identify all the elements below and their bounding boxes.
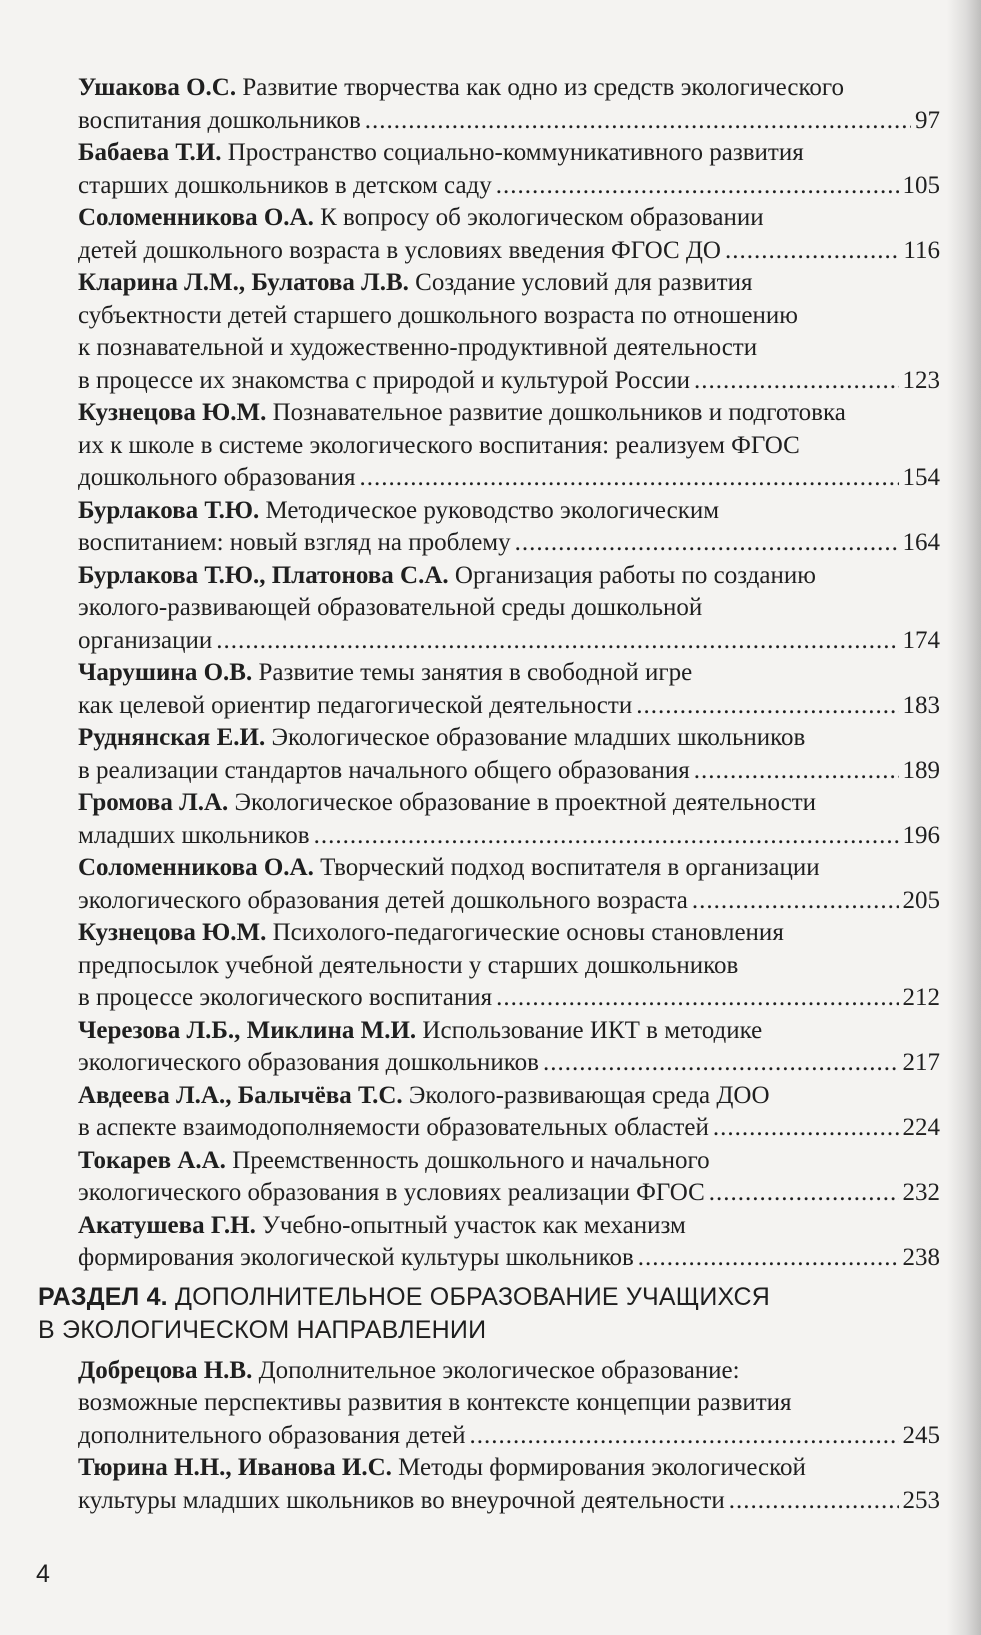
toc-entry-title: воспитанием: новый взгляд на проблему [78, 529, 511, 556]
toc-entry-title: Творческий подход воспитателя в организации [320, 854, 820, 881]
toc-entry-text [78, 1242, 634, 1275]
toc-entry-title: Развитие темы занятия в свободной игре [258, 659, 693, 686]
toc-entry-line [78, 1355, 940, 1388]
toc-entry-page: 189 [902, 756, 940, 784]
toc-entry-text [78, 462, 356, 495]
toc-entry-title: Эколого-развивающая среда ДОО [408, 1081, 770, 1109]
toc-entry-text [78, 1047, 539, 1080]
toc-entry-line [78, 787, 940, 820]
toc-entry-title: Методы формирования экологической [398, 1454, 806, 1481]
toc-entry-page: 205 [902, 886, 940, 914]
toc-entry-title: в аспекте взаимодополняемости образовательных областей [78, 1114, 709, 1141]
toc-entry-line [78, 235, 940, 268]
toc-entry-author: Черезова Л.Б., Миклина М.И. [78, 1016, 417, 1044]
toc-entry-title: в реализации стандартов начального общего образования [78, 756, 690, 784]
toc-entry-text [78, 625, 212, 658]
section-heading-line1 [38, 1281, 938, 1314]
toc-entry-line [78, 1420, 940, 1453]
toc-entry-author: Чарушина О.В. [78, 659, 253, 686]
toc-entry-line [78, 1387, 940, 1420]
table-of-contents [0, 72, 981, 1517]
toc-entry-title: Психолого-педагогические основы становления [272, 919, 784, 946]
toc-entry-page: 174 [902, 626, 940, 654]
toc-entry-title: организации [78, 626, 213, 654]
toc-entry-page: 183 [902, 691, 940, 719]
toc-entry-author: Акатушева Г.Н. [78, 1211, 256, 1239]
toc-entries-part1 [0, 72, 981, 1275]
toc-entry-title: в процессе экологического воспитания [78, 984, 493, 1011]
toc-entry-line [78, 527, 940, 560]
dot-leader [694, 365, 899, 398]
toc-entry-line [78, 852, 940, 885]
toc-entry-author: Бурлакова Т.Ю. [78, 496, 260, 524]
toc-entry-line [78, 462, 940, 495]
dot-leader [515, 527, 899, 560]
toc-entry-title: как целевой ориентир педагогической деятельности [78, 691, 633, 719]
toc-entry-line [78, 170, 940, 203]
toc-entry-title: в процессе их знакомства с природой и культурой России [78, 366, 690, 394]
toc-entry-author: Кузнецова Ю.М. [78, 919, 267, 946]
toc-entry-title: детей дошкольного возраста в условиях введения ФГОС ДО [78, 236, 721, 264]
toc-entry-page: 212 [902, 984, 940, 1011]
toc-entry [78, 397, 940, 495]
toc-entry-title: экологического образования дошкольников [78, 1049, 539, 1076]
toc-entry-line [78, 1485, 940, 1518]
toc-entry-line [78, 397, 940, 430]
dot-leader [543, 1047, 899, 1080]
toc-entry-line [78, 982, 940, 1015]
toc-entry-title: возможные перспективы развития в контексте концепции развития [78, 1389, 792, 1416]
toc-entry-line [78, 560, 940, 593]
toc-entry-title: предпосылок учебной деятельности у старших дошкольников [78, 951, 739, 979]
toc-entry [78, 917, 940, 1015]
dot-leader [496, 170, 899, 203]
toc-entry [78, 560, 940, 658]
section-title-line1: ДОПОЛНИТЕЛЬНОЕ ОБРАЗОВАНИЕ УЧАЩИХСЯ [174, 1282, 771, 1311]
toc-entry-text [78, 527, 511, 560]
toc-entry-page: 116 [903, 236, 940, 264]
toc-entry-line [78, 885, 940, 918]
toc-entry-text [78, 690, 632, 723]
toc-entry-author: Тюрина Н.Н., Иванова И.С. [78, 1454, 392, 1481]
toc-entry-title: Экологическое образование младших школьников [271, 724, 806, 751]
toc-entry-page: 238 [902, 1244, 940, 1271]
toc-entry-author: Ушакова О.С. [78, 74, 237, 101]
toc-entry [78, 722, 940, 787]
toc-entry-line [78, 1047, 940, 1080]
dot-leader [713, 1112, 899, 1145]
toc-entry-page: 164 [902, 529, 940, 556]
toc-entry-line [78, 625, 940, 658]
toc-entry-title: Организация работы по созданию [454, 561, 816, 589]
toc-entry-line [78, 1452, 940, 1485]
toc-entry-title: культуры младших школьников во внеурочной деятельности [78, 1486, 725, 1514]
toc-entry [78, 202, 940, 267]
toc-entry-title: экологического образования детей дошкольного возраста [78, 886, 688, 914]
toc-entries-part2 [0, 1355, 981, 1518]
toc-entry-line [78, 1015, 940, 1048]
toc-entry-title: эколого-развивающей образовательной среды дошкольной [78, 594, 703, 621]
toc-entry-line [78, 917, 940, 950]
dot-leader [314, 820, 899, 853]
dot-leader [694, 755, 899, 788]
dot-leader [360, 462, 899, 495]
toc-entry-page: 217 [902, 1049, 940, 1076]
toc-entry-line [78, 820, 940, 853]
section-label: РАЗДЕЛ 4. [38, 1282, 168, 1311]
toc-entry-author: Кларина Л.М., Булатова Л.В. [78, 269, 409, 296]
toc-entry-text [78, 365, 690, 398]
toc-entry-line [78, 950, 940, 983]
dot-leader [365, 105, 911, 138]
toc-entry [78, 137, 940, 202]
toc-entry-line [78, 755, 940, 788]
toc-entry-title: Создание условий для развития [415, 269, 753, 296]
toc-entry [78, 1355, 940, 1453]
toc-entry-title: К вопросу об экологическом образовании [320, 204, 764, 231]
toc-entry-title: субъектности детей старшего дошкольного возраста по отношению [78, 301, 798, 329]
toc-entry-title: Использование ИКТ в методике [422, 1016, 763, 1044]
toc-entry-page: 154 [902, 464, 940, 491]
toc-entry-title: их к школе в системе экологического воспитания: реализуем ФГОС [78, 431, 800, 459]
dot-leader [725, 235, 899, 268]
dot-leader [638, 1242, 899, 1275]
toc-entry-line [78, 1242, 940, 1275]
toc-entry [78, 495, 940, 560]
toc-entry-line [78, 1112, 940, 1145]
toc-entry-page: 232 [902, 1179, 940, 1206]
dot-leader [692, 885, 899, 918]
toc-entry-line [78, 722, 940, 755]
toc-entry-text [78, 820, 310, 853]
toc-entry-page: 253 [902, 1486, 940, 1514]
toc-entry-title: дошкольного образования [78, 464, 356, 491]
toc-entry-title: младших школьников [78, 821, 310, 849]
toc-entry-author: Бурлакова Т.Ю., Платонова С.А. [78, 561, 449, 589]
toc-entry-line [78, 1145, 940, 1178]
toc-entry-text [78, 170, 492, 203]
toc-entry-title: дополнительного образования детей [78, 1421, 466, 1449]
dot-leader [216, 625, 898, 658]
toc-entry-author: Авдеева Л.А., Балычёва Т.С. [78, 1081, 403, 1109]
toc-entry-author: Кузнецова Ю.М. [78, 399, 267, 426]
toc-entry-author: Соломенникова О.А. [78, 204, 314, 231]
page-number: 4 [36, 1560, 50, 1588]
toc-entry-title: Пространство социально-коммуникативного развития [227, 139, 804, 166]
toc-entry-line [78, 430, 940, 463]
toc-entry-text [78, 885, 688, 918]
toc-entry-title: Учебно-опытный участок как механизм [262, 1211, 686, 1239]
toc-entry-page: 105 [902, 171, 940, 199]
toc-entry-line [78, 300, 940, 333]
toc-entry-title: к познавательной и художественно-продуктивной деятельности [78, 334, 758, 361]
toc-entry-text [78, 1420, 466, 1453]
toc-entry-line [78, 657, 940, 690]
toc-entry-line [78, 365, 940, 398]
toc-entry-text [78, 1177, 705, 1210]
toc-entry-title: старших дошкольников в детском саду [78, 171, 492, 199]
toc-entry [78, 1210, 940, 1275]
toc-entry [78, 1080, 940, 1145]
toc-entry-title: Познавательное развитие дошкольников и подготовка [272, 399, 846, 426]
dot-leader [636, 690, 898, 723]
toc-entry-line [78, 1210, 940, 1243]
toc-entry-text [78, 235, 721, 268]
toc-entry-title: воспитания дошкольников [78, 106, 361, 134]
toc-entry-line [78, 495, 940, 528]
toc-entry-line [78, 592, 940, 625]
toc-entry-title: формирования экологической культуры школьников [78, 1244, 634, 1271]
toc-entry-author: Соломенникова О.А. [78, 854, 314, 881]
toc-entry [78, 72, 940, 137]
toc-entry-page: 196 [902, 821, 940, 849]
toc-entry-text [78, 755, 690, 788]
toc-entry [78, 1015, 940, 1080]
toc-entry-author: Бабаева Т.И. [78, 139, 222, 166]
toc-entry-title: экологического образования в условиях реализации ФГОС [78, 1179, 705, 1206]
toc-entry-line [78, 137, 940, 170]
toc-entry-text [78, 1485, 725, 1518]
toc-entry-page: 123 [902, 366, 940, 394]
toc-entry [78, 1452, 940, 1517]
toc-entry-author: Руднянская Е.И. [78, 724, 266, 751]
toc-entry [78, 657, 940, 722]
toc-entry-line [78, 72, 940, 105]
toc-entry [78, 1145, 940, 1210]
toc-entry-text [78, 1112, 709, 1145]
toc-entry-page: 224 [902, 1114, 940, 1141]
toc-entry-title: Методическое руководство экологическим [265, 496, 720, 524]
section-title-line2: В ЭКОЛОГИЧЕСКОМ НАПРАВЛЕНИИ [38, 1315, 487, 1344]
toc-entry-line [78, 1177, 940, 1210]
dot-leader [729, 1485, 899, 1518]
toc-entry-line [78, 1080, 940, 1113]
toc-entry-page: 245 [902, 1421, 940, 1449]
toc-entry [78, 852, 940, 917]
toc-entry-author: Токарев А.А. [78, 1146, 226, 1174]
toc-entry-line [78, 267, 940, 300]
toc-entry-text [78, 105, 361, 138]
toc-entry-title: Дополнительное экологическое образование: [258, 1356, 740, 1384]
dot-leader [496, 982, 898, 1015]
toc-entry-line [78, 202, 940, 235]
toc-entry-author: Громова Л.А. [78, 789, 229, 816]
toc-entry-line [78, 690, 940, 723]
toc-entry [78, 787, 940, 852]
toc-entry-author: Добрецова Н.В. [78, 1356, 253, 1384]
toc-entry [78, 267, 940, 397]
dot-leader [709, 1177, 899, 1210]
toc-entry-line [78, 105, 940, 138]
toc-entry-title: Развитие творчества как одно из средств экологического [242, 74, 844, 101]
toc-entry-text [78, 982, 492, 1015]
dot-leader [470, 1420, 899, 1453]
toc-entry-title: Преемственность дошкольного и начального [232, 1146, 710, 1174]
section-heading [38, 1281, 938, 1347]
toc-entry-line [78, 332, 940, 365]
toc-entry-page: 97 [915, 106, 940, 134]
toc-entry-title: Экологическое образование в проектной деятельности [234, 789, 817, 816]
